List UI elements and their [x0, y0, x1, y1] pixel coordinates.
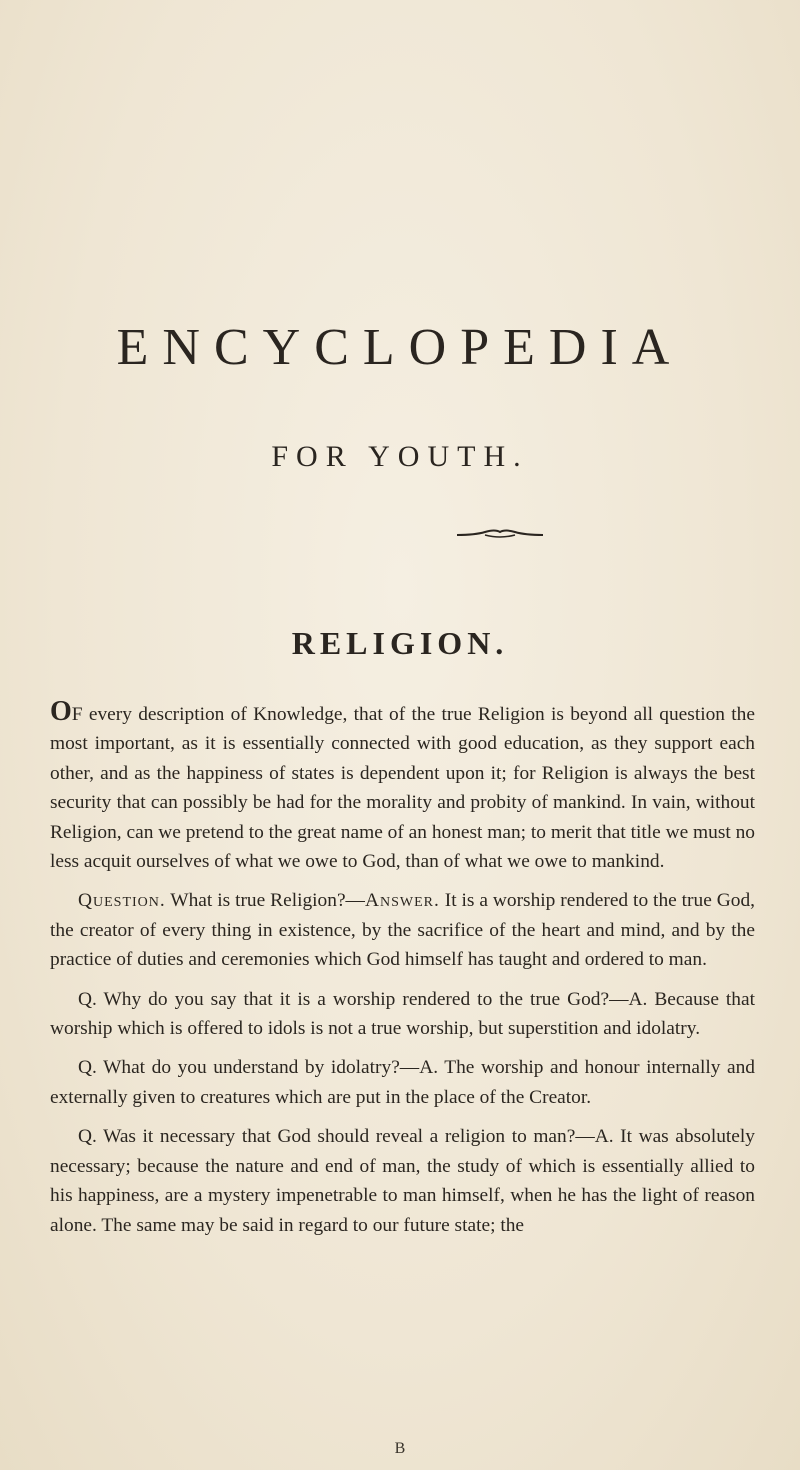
dropcap: O — [50, 696, 72, 727]
intro-text: F every description of Knowledge, that of the true Religion is beyond all question the most important, as it is essentially connected with good education, as they support each other, and as the happiness of states is dependent upon it; for Religion is always the best security that can possibly be had for the morality and probity of mankind. In vain, without Religion, can we pretend to the great name of an honest man; to merit that title we must no less acquit ourselves of what we owe to God, than of what we owe to mankind. — [50, 704, 755, 873]
page-title: ENCYCLOPEDIA — [116, 319, 684, 376]
qa-paragraph: Q. Why do you say that it is a worship rendered to the true God?—A. Because that worship which is offered to idols is not a true worship, but superstition and idolatry. — [50, 988, 755, 1040]
section-heading: RELIGION. — [291, 625, 509, 661]
qa-paragraph: Q. What do you understand by idolatry?—A. The worship and honour internally and externally given to creatures which are put in the place of the Creator. — [50, 1057, 755, 1108]
answer-label: Answer. — [364, 890, 440, 912]
qa-paragraph: Q. Was it necessary that God should reveal a religion to man?—A. It was absolutely necessary; because the nature and end of man, the study of which is essentially allied to his happiness, are a mystery impenetrable to man himself, when he has the light of reason alone. The same may be said in regard to our future state; the — [50, 1126, 755, 1236]
qa-paragraph — [50, 886, 755, 974]
ornament-divider — [455, 528, 545, 540]
question-label: Question. — [78, 890, 166, 912]
question-text: What is true Religion?— — [165, 890, 365, 912]
signature-mark: B — [394, 1440, 406, 1457]
page-subtitle: FOR YOUTH. — [271, 440, 529, 473]
body-text — [50, 696, 755, 1250]
intro-paragraph — [50, 696, 755, 876]
answer-text: It is a worship rendered to the true God, the creator of every thing in existence, by the sacrifice of the heart and mind, and by the practice of duties and ceremonies which God himself has taught and ordered to man. — [50, 890, 755, 971]
